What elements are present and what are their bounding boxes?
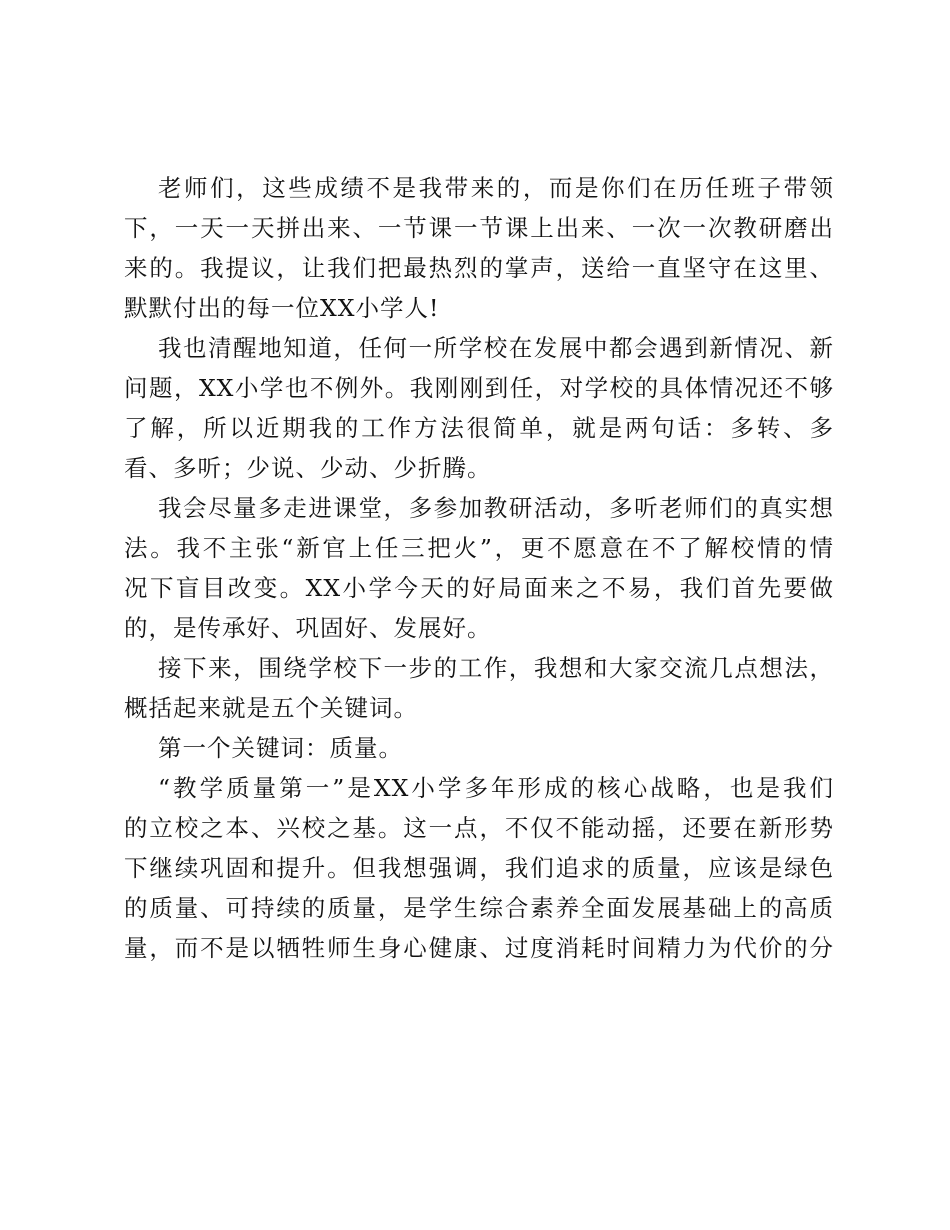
text-line: 的，是传承好、巩固好、发展好。: [124, 614, 492, 642]
document-body: [124, 168, 834, 968]
paragraph-4: [124, 648, 834, 728]
text-line: 的立校之本、兴校之基。这一点，不仅不能动摇，还要在新形势: [124, 814, 834, 842]
paragraph-2: [124, 328, 834, 488]
text-line: 概括起来就是五个关键词。: [124, 694, 418, 722]
text-line: 接下来，围绕学校下一步的工作，我想和大家交流几点想法，: [158, 654, 834, 682]
text-line: 况下盲目改变。XX小学今天的好局面来之不易，我们首先要做: [124, 574, 834, 602]
text-line: 老师们，这些成绩不是我带来的，而是你们在历任班子带领: [158, 174, 834, 202]
text-line: 第一个关键词：质量。: [158, 734, 403, 762]
text-line: 我会尽量多走进课堂，多参加教研活动，多听老师们的真实想: [158, 494, 834, 522]
paragraph-3: [124, 488, 834, 648]
section-heading-quality: [124, 728, 834, 768]
paragraph-1: [124, 168, 834, 328]
text-line: 下继续巩固和提升。但我想强调，我们追求的质量，应该是绿色: [124, 854, 834, 882]
text-line: 默默付出的每一位XX小学人!: [124, 294, 440, 322]
text-line: 看、多听；少说、少动、少折腾。: [124, 454, 492, 482]
text-line: 来的。我提议，让我们把最热烈的掌声，送给一直坚守在这里、: [124, 254, 834, 282]
text-line: 法。我不主张“新官上任三把火”，更不愿意在不了解校情的情: [124, 534, 834, 562]
text-line: 量，而不是以牺牲师生身心健康、过度消耗时间精力为代价的分: [124, 934, 834, 962]
text-line: “教学质量第一”是XX小学多年形成的核心战略，也是我们: [158, 774, 834, 802]
text-line: 的质量、可持续的质量，是学生综合素养全面发展基础上的高质: [124, 894, 834, 922]
paragraph-6: [124, 768, 834, 968]
text-line: 了解，所以近期我的工作方法很简单，就是两句话：多转、多: [124, 414, 834, 442]
text-line: 我也清醒地知道，任何一所学校在发展中都会遇到新情况、新: [158, 334, 834, 362]
text-line: 问题，XX小学也不例外。我刚刚到任，对学校的具体情况还不够: [124, 374, 834, 402]
text-line: 下，一天一天拼出来、一节课一节课上出来、一次一次教研磨出: [124, 214, 834, 242]
